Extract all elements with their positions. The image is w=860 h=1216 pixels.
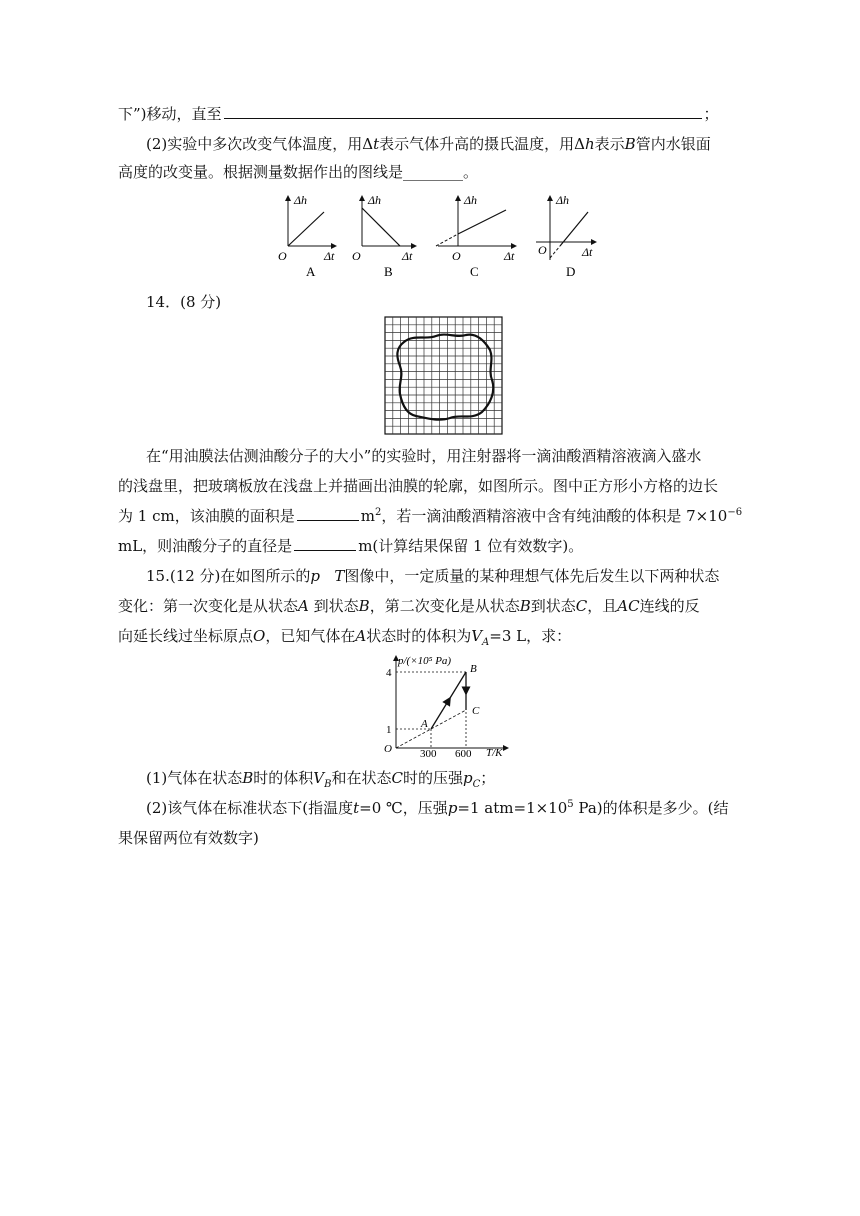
ytick-label: 1 [386, 724, 392, 736]
q15-l1: 15.(12 分)在如图所示的p T图像中，一定质量的某种理想气体先后发生以下两种状态 [146, 567, 720, 585]
svg-text:Δh: Δh [556, 193, 570, 207]
graph-b [352, 193, 416, 279]
graph-label-d: D [566, 264, 576, 279]
q15-l3: 向延长线过坐标原点O，已知气体在A状态时的体积为$V_A=3$ L，求： [118, 627, 572, 648]
q14-p3: 为 1 cm，该油膜的面积是 $m^2$，若一滴油酸酒精溶液中含有纯油酸的体积是 $7\times 10^{-6}$ [118, 507, 743, 525]
q15-part2-line2: 果保留两位有效数字) [118, 829, 259, 847]
svg-text:Δt: Δt [504, 249, 515, 263]
xtick-label: 300 [420, 748, 437, 760]
point-label-a: A [421, 718, 428, 730]
svg-text:O: O [352, 249, 361, 263]
q13-option-graphs [270, 190, 600, 280]
svg-text:Δh: Δh [368, 193, 382, 207]
answer-blank[interactable] [224, 104, 702, 119]
graph-label-c: C [470, 264, 479, 279]
svg-text:O: O [452, 249, 461, 263]
graph-a [278, 193, 336, 279]
q13-part2-line1: (2)实验中多次改变气体温度，用Δt表示气体升高的摄氏温度，用Δh表示B管内水银面 [146, 135, 711, 153]
pt-ylabel: p/(×10⁵ Pa) [398, 655, 452, 667]
pt-origin: O [384, 743, 392, 755]
pt-xlabel: T/K [486, 747, 503, 759]
q15-part1: (1)气体在状态B时的体积$V_B$和在状态C时的压强$p_C$； [146, 769, 496, 790]
svg-text:Δt: Δt [402, 249, 413, 263]
svg-text:O: O [278, 249, 287, 263]
process-ab-arrow [431, 701, 449, 730]
pt-chart [380, 652, 520, 760]
process-ab [449, 672, 467, 701]
svg-text:Δh: Δh [294, 193, 308, 207]
xtick-label: 600 [455, 748, 472, 760]
graph-label-b: B [384, 264, 393, 279]
q14-p1: 在“用油膜法估测油酸分子的大小”的实验时，用注射器将一滴油酸酒精溶液滴入盛水 [146, 447, 702, 465]
q15-l2: 变化：第一次变化是从状态A 到状态B，第二次变化是从状态B到状态C，且AC连线的反 [118, 597, 700, 615]
point-label-c: C [472, 705, 480, 717]
svg-text:Δt: Δt [324, 249, 335, 263]
svg-text:Δt: Δt [582, 245, 593, 259]
graph-d [536, 193, 596, 279]
q13-line1: 下”)移动，直至 ； [118, 105, 719, 123]
graph-c [436, 193, 516, 279]
diameter-blank[interactable] [294, 536, 356, 551]
graph-label-a: A [306, 264, 316, 279]
point-label-b: B [470, 663, 477, 675]
ytick-label: 4 [386, 667, 392, 679]
q15-part2: (2)该气体在标准状态下(指温度t=0 ℃，压强p=1 $atm=1\times 10^5$ Pa)的体积是多少。(结 [146, 799, 729, 817]
q14-header: 14．(8 分) [146, 293, 222, 311]
oil-film-grid [384, 316, 504, 436]
svg-text:Δh: Δh [464, 193, 478, 207]
q14-p4: mL，则油酸分子的直径是 m(计算结果保留 1 位有效数字)。 [118, 537, 584, 555]
svg-text:O: O [538, 243, 547, 257]
q13-part2-line2: 高度的改变量。根据测量数据作出的图线是________。 [118, 163, 479, 181]
area-blank[interactable] [297, 506, 359, 521]
q14-p2: 的浅盘里，把玻璃板放在浅盘上并描画出油膜的轮廓，如图所示。图中正方形小方格的边长 [118, 477, 719, 495]
